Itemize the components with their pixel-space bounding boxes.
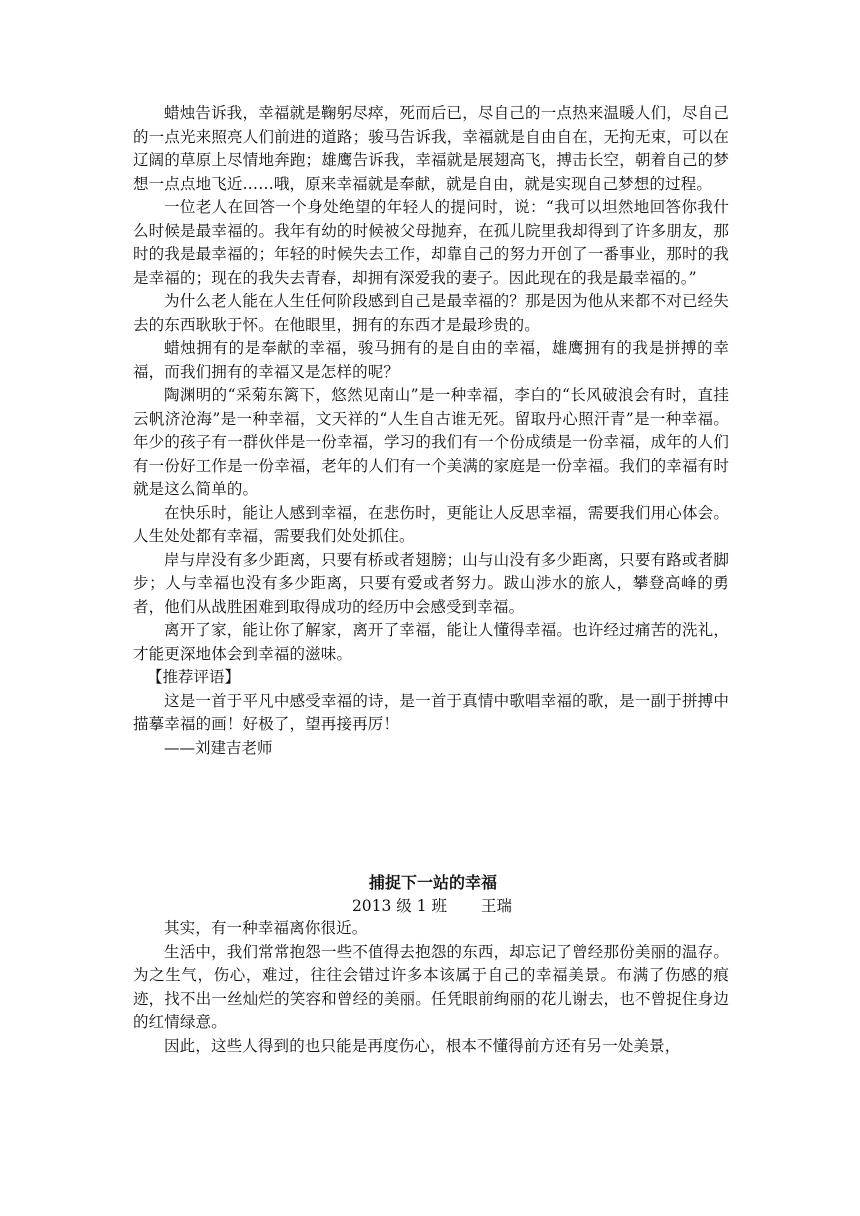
article2-byline: [133, 895, 729, 917]
article1-paragraph-4: 蜡烛拥有的是奉献的幸福，骏马拥有的是自由的幸福，雄鹰拥有的我是拼搏的幸福，而我们拥有的幸福又是怎样的呢？: [133, 339, 729, 381]
comment-text: 这是一首于平凡中感受幸福的诗，是一首于真情中歌唱幸福的歌，是一副于拼搏中描摹幸福的画！好极了，望再接再厉！: [133, 691, 729, 733]
article-1: [133, 102, 729, 760]
article1-paragraph-7: 岸与岸没有多少距离，只要有桥或者翅膀；山与山没有多少距离，只要有路或者脚步；人与幸福也没有多少距离，只要有爱或者努力。跋山涉水的旅人，攀登高峰的勇者，他们从战胜困难到取得成功的经历中会感受到幸福。: [133, 550, 729, 616]
comment-label: 【推荐评语】: [146, 668, 240, 686]
article1-paragraph-5: 陶渊明的“采菊东篱下，悠然见南山”是一种幸福，李白的“长风破浪会有时，直挂云帆济沧海”是一种幸福，文天祥的“人生自古谁无死。留取丹心照汗青”是一种幸福。年少的孩子有一群伙伴是一份幸福，学习的我们有一个份成绩是一份幸福，成年的人们有一份好工作是一份幸福，老年的人们有一个美满的家庭是一份幸福。我们的幸福有时就是这么简单的。: [133, 386, 729, 498]
article1-paragraph-1: 蜡烛告诉我，幸福就是鞠躬尽瘁，死而后已，尽自己的一点热来温暖人们，尽自己的一点光来照亮人们前进的道路；骏马告诉我，幸福就是自由自在，无拘无束，可以在辽阔的草原上尽情地奔跑；雄鹰告诉我，幸福就是展翅高飞，搏击长空，朝着自己的梦想一点点地飞近……哦，原来幸福就是奉献，就是自由，就是实现自己梦想的过程。: [133, 104, 729, 193]
article1-paragraph-2: 一位老人在回答一个身处绝望的年轻人的提问时，说：“我可以坦然地回答你我什么时候是最幸福的。我年有幼的时候被父母抛弃，在孤儿院里我却得到了许多朋友，那时的我是最幸福的；年轻的时候失去工作，却靠自己的努力开创了一番事业，那时的我是幸福的；现在的我失去青春，却拥有深爱我的妻子。因此现在的我是最幸福的。”: [133, 198, 729, 287]
comment-signature: ——刘建吉老师: [164, 738, 273, 757]
article-2: [133, 871, 729, 1058]
document-page: [133, 102, 729, 1058]
article2-paragraph-3: 因此，这些人得到的也只能是再度伤心，根本不懂得前方还有另一处美景，: [164, 1036, 681, 1055]
article1-paragraph-6: 在快乐时，能让人感到幸福，在悲伤时，更能让人反思幸福，需要我们用心体会。人生处处都有幸福，需要我们处处抓住。: [133, 503, 729, 545]
section-spacer: [133, 760, 729, 871]
article1-paragraph-3: 为什么老人能在人生任何阶段感到自己是最幸福的？那是因为他从来都不对已经失去的东西耿耿于怀。在他眼里，拥有的东西才是最珍贵的。: [133, 292, 729, 334]
author-name: 王瑞: [481, 897, 513, 915]
article2-paragraph-2: 生活中，我们常常抱怨一些不值得去抱怨的东西，却忘记了曾经那份美丽的温存。为之生气，伤心，难过，往往会错过许多本该属于自己的幸福美景。布满了伤感的痕迹，找不出一丝灿烂的笑容和曾经的美丽。任凭眼前绚丽的花儿谢去，也不曾捉住身边的红情绿意。: [133, 942, 729, 1031]
article2-paragraph-1: 其实，有一种幸福离你很近。: [164, 919, 368, 937]
article1-paragraph-8: 离开了家，能让你了解家，离开了幸福，能让人懂得幸福。也许经过痛苦的洗礼，才能更深地体会到幸福的滋味。: [133, 621, 729, 663]
class-label: 2013 级 1 班: [351, 897, 448, 915]
article2-title: 捕捉下一站的幸福: [368, 873, 497, 892]
